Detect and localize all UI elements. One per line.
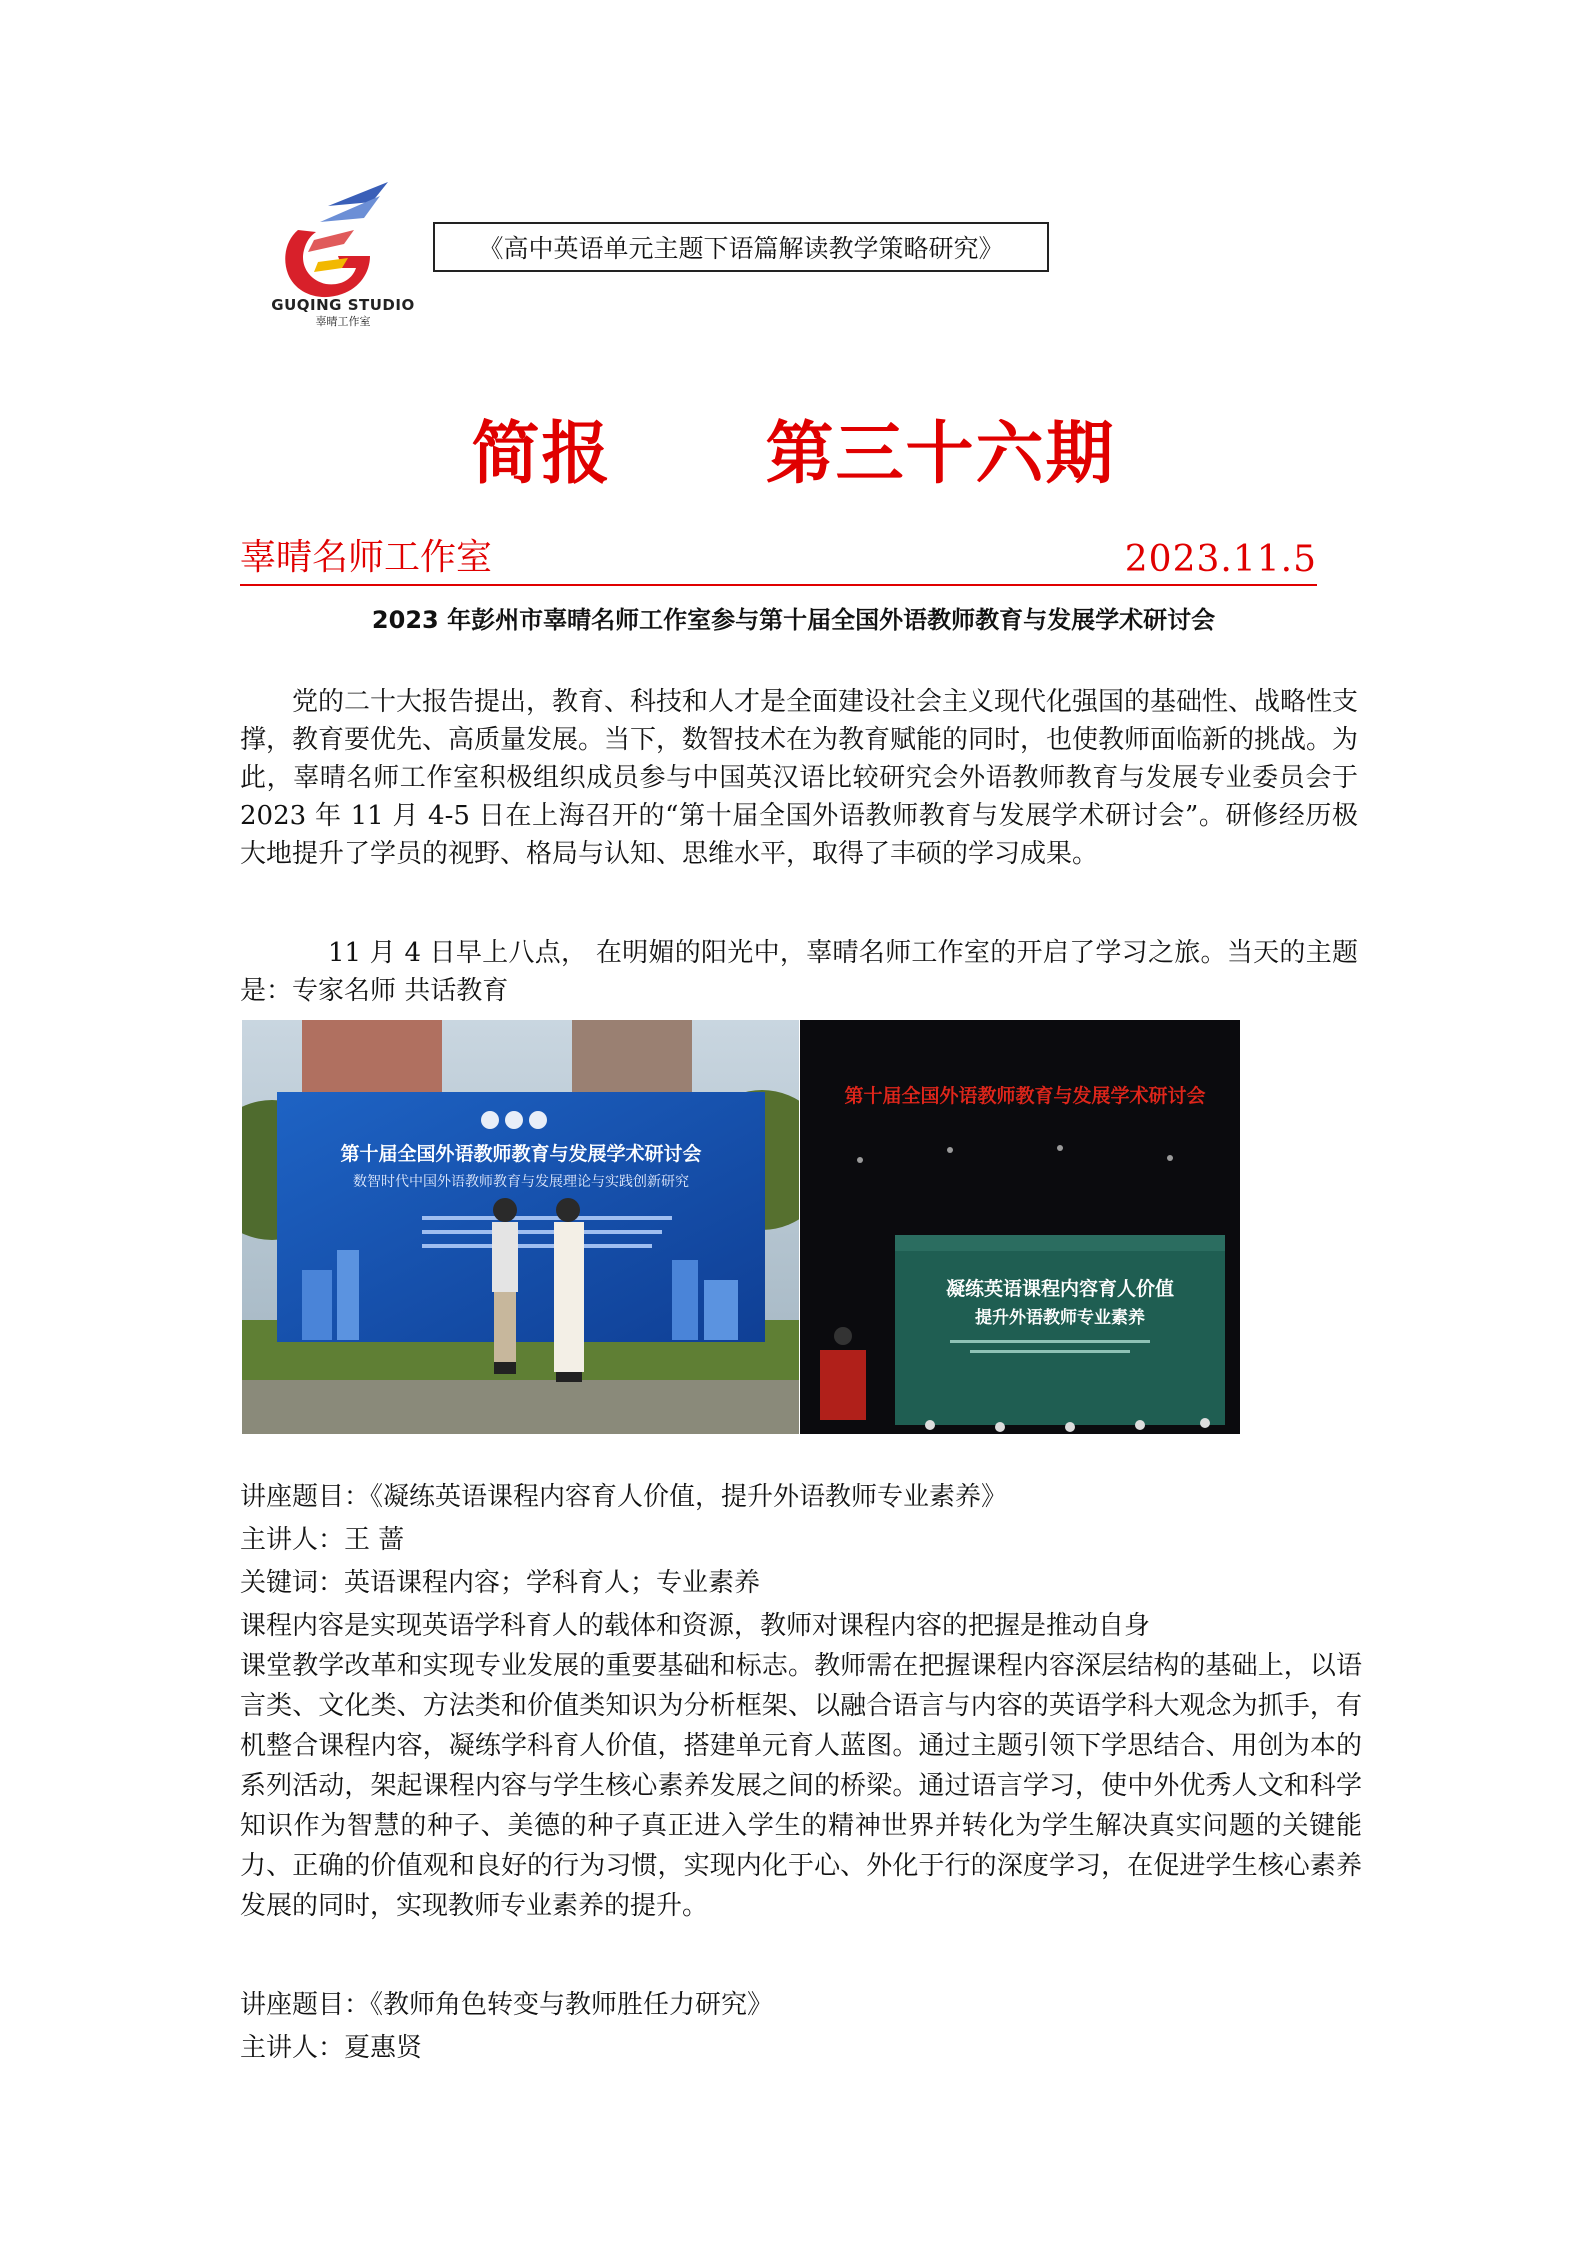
screen-title-line1: 凝练英语课程内容育人价值 <box>945 1278 1175 1300</box>
photo-lecture-stage <box>800 1020 1240 1434</box>
page-title: 简报 第三十六期 <box>471 414 1116 494</box>
series-title: 《高中英语单元主题下语篇解读教学策略研究》 <box>433 222 1049 272</box>
lecture1-summary-first-line: 课程内容是实现英语学科育人的载体和资源，教师对课程内容的把握是推动自身 <box>240 1611 1151 1641</box>
stage-banner-text: 第十届全国外语教师教育与发展学术研讨会 <box>844 1085 1206 1107</box>
intro-paragraph: 党的二十大报告提出，教育、科技和人才是全面建设社会主义现代化强国的基础性、战略性支撑，教育要优先、高质量发展。当下，数智技术在为教育赋能的同时，也使教师面临新的挑战。为此，辜晴名师工作室积极组织成员参与中国英汉语比较研究会外语教师教育与发展专业委员会于 2023 年 11 月 4-5 日在上海召开的“第十届全国外语教师教育与发展学术研讨会”。研修经历极大地提升了学员的视野、格局与认知、思维水平，取得了丰硕的学习成果。 <box>240 687 1359 869</box>
org-header <box>240 528 1317 586</box>
logo-text: GUQING STUDIO <box>271 296 415 314</box>
lecture1-summary-body: 课堂教学改革和实现专业发展的重要基础和标志。教师需在把握课程内容深层结构的基础上，以语言类、文化类、方法类和价值类知识为分析框架、以融合语言与内容的英语学科大观念为抓手，有机整合课程内容，凝练学科育人价值，搭建单元育人蓝图。通过主题引领下学思结合、用创为本的系列活动，架起课程内容与学生核心素养发展之间的桥梁。通过语言学习，使中外优秀人文和科学知识作为智慧的种子、美德的种子真正进入学生的精神世界并转化为学生解决真实问题的关键能力、正确的价值观和良好的行为习惯，实现内化于心、外化于行的深度学习，在促进学生核心素养发展的同时，实现教师专业素养的提升。 <box>240 1651 1362 1921</box>
screen-title-line2: 提升外语教师专业素养 <box>975 1308 1145 1328</box>
issue-date: 2023.11.5 <box>1124 539 1317 580</box>
lecture1-title: 讲座题目：《凝练英语课程内容育人价值，提升外语教师专业素养》 <box>240 1482 1008 1512</box>
lecture2-speaker: 主讲人：夏惠贤 <box>240 2033 423 2063</box>
banner-title: 第十届全国外语教师教育与发展学术研讨会 <box>340 1143 702 1165</box>
photo-outdoor-banner <box>242 1020 799 1434</box>
org-name: 辜晴名师工作室 <box>240 537 493 578</box>
banner-subtitle: 数智时代中国外语教师教育与发展理论与实践创新研究 <box>353 1174 689 1190</box>
lecture1-speaker: 主讲人：王 蔷 <box>240 1525 405 1555</box>
article-title: 2023 年彭州市辜晴名师工作室参与第十届全国外语教师教育与发展学术研讨会 <box>371 606 1216 634</box>
lecture1-keywords: 关键词：英语课程内容；学科育人；专业素养 <box>240 1568 761 1598</box>
logo-subtext: 辜晴工作室 <box>315 315 371 328</box>
schedule-paragraph: 11 月 4 日早上八点， 在明媚的阳光中，辜晴名师工作室的开启了学习之旅。当天的主题是：专家名师 共话教育 <box>240 938 1358 1006</box>
lecture2-title: 讲座题目：《教师角色转变与教师胜任力研究》 <box>240 1990 774 2020</box>
lecture1-summary <box>240 1606 1362 1926</box>
